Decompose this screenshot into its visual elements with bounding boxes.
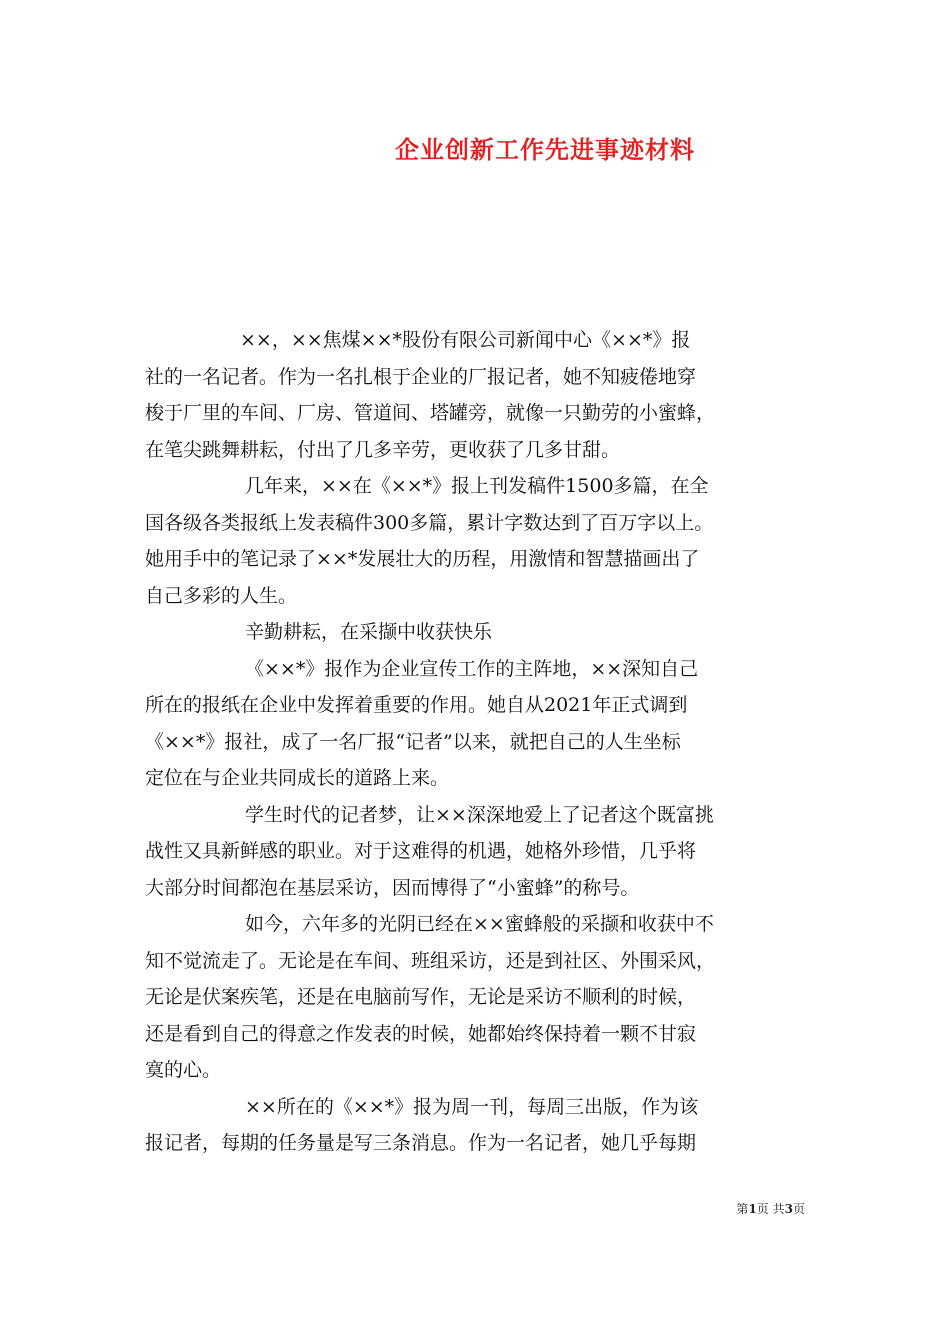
- text-line: ××，××焦煤××*股份有限公司新闻中心《××*》报: [240, 329, 691, 351]
- text-line: 她用手中的笔记录了××*发展壮大的历程，用激情和智慧描画出了: [145, 548, 700, 570]
- footer-total-pages: 3: [784, 1202, 793, 1216]
- text-line: 寞的心。: [145, 1059, 222, 1081]
- footer-prefix: 第: [736, 1202, 749, 1216]
- text-line: 《××*》报作为企业宣传工作的主阵地，××深知自己: [245, 657, 699, 680]
- text-line: 几年来，××在《××*》报上刊发稿件1500多篇，在全: [245, 475, 709, 497]
- text-line: 所在的报纸在企业中发挥着重要的作用。她自从2021年正式调到: [145, 694, 688, 716]
- text-line: 国各级各类报纸上发表稿件300多篇，累计字数达到了百万字以上。: [145, 511, 714, 534]
- text-line: 如今，六年多的光阴已经在××蜜蜂般的采撷和收获中不: [245, 913, 714, 935]
- text-line: 战性又具新鲜感的职业。对于这难得的机遇，她格外珍惜，几乎将: [145, 840, 697, 862]
- text-line: 自己多彩的人生。: [145, 584, 298, 607]
- text-line: 无论是伏案疾笔，还是在电脑前写作，无论是采访不顺利的时候，: [145, 986, 697, 1008]
- page-footer: [736, 1200, 805, 1217]
- text-line: 在笔尖跳舞耕耘，付出了几多辛劳，更收获了几多甘甜。: [145, 438, 621, 461]
- text-line: 社的一名记者。作为一名扎根于企业的厂报记者，她不知疲倦地穿: [145, 365, 697, 388]
- text-line: 大部分时间都泡在基层采访，因而博得了“小蜜蜂”的称号。: [145, 876, 640, 899]
- text-line: 学生时代的记者梦，让××深深地爱上了记者这个既富挑: [245, 803, 714, 826]
- footer-current-page: 1: [748, 1202, 757, 1216]
- text-line: ××所在的《××*》报为周一刊，每周三出版，作为该: [245, 1095, 699, 1118]
- footer-suffix: 页: [792, 1202, 805, 1216]
- text-line: 知不觉流走了。无论是在车间、班组采访，还是到社区、外围采风，: [145, 949, 716, 972]
- document-body: [145, 322, 810, 1162]
- text-line: 还是看到自己的得意之作发表的时候，她都始终保持着一颗不甘寂: [145, 1022, 697, 1045]
- footer-middle: 页 共: [756, 1202, 785, 1216]
- text-line: 梭于厂里的车间、厂房、管道间、塔罐旁，就像一只勤劳的小蜜蜂，: [145, 402, 716, 424]
- document-title: 企业创新工作先进事迹材料: [395, 135, 695, 164]
- text-line: 定位在与企业共同成长的道路上来。: [145, 767, 450, 789]
- text-line: 《××*》报社，成了一名厂报“记者”以来，就把自己的人生坐标: [145, 730, 681, 753]
- text-line: 辛勤耕耘，在采撷中收获快乐: [245, 621, 493, 643]
- text-line: 报记者，每期的任务量是写三条消息。作为一名记者，她几乎每期: [145, 1132, 697, 1154]
